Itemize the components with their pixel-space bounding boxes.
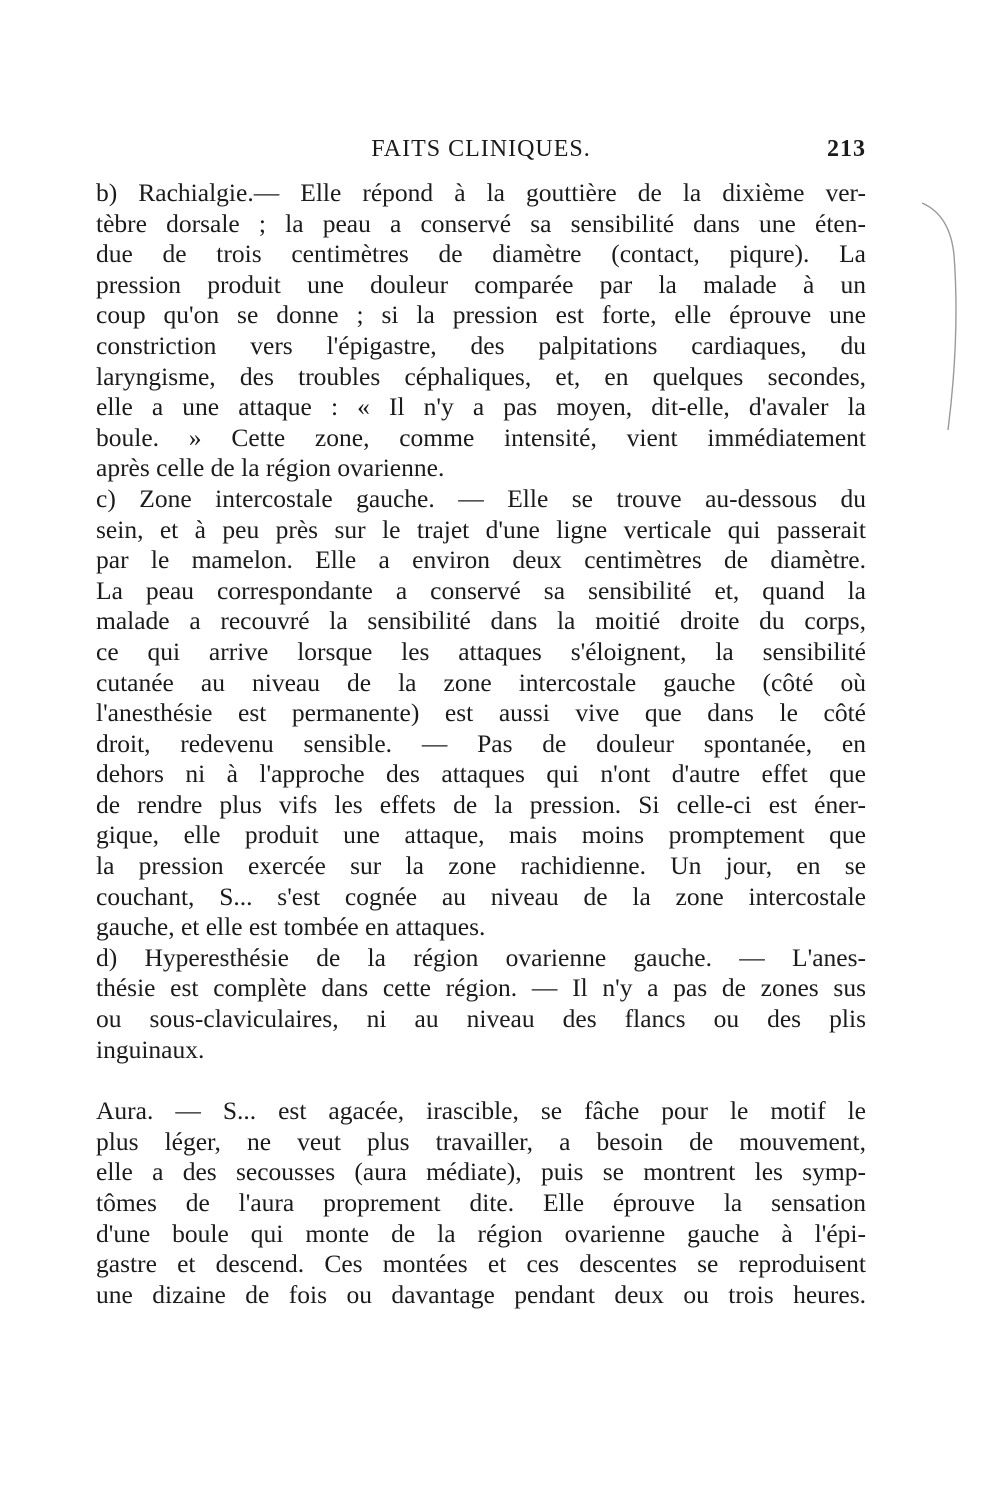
text-line: une dizaine de fois ou davantage pendant deux ou trois heures. xyxy=(96,1279,866,1309)
text-line: sein, et à peu près sur le trajet d'une ligne verticale qui passerait xyxy=(96,514,866,544)
text-line: laryngisme, des troubles céphaliques, et, en quelques secondes, xyxy=(96,361,866,391)
text-line: de rendre plus vifs les effets de la pression. Si celle-ci est éner- xyxy=(96,789,866,819)
running-title: FAITS CLINIQUES. xyxy=(371,136,591,162)
text-line: la pression exercée sur la zone rachidienne. Un jour, en se xyxy=(96,851,866,881)
text-line: ou sous-claviculaires, ni au niveau des flancs ou des plis xyxy=(96,1004,866,1034)
paragraph-hyperesthesie xyxy=(96,943,866,1065)
text-line: par le mamelon. Elle a environ deux centimètres de diamètre. xyxy=(96,545,866,575)
text-line: elle a une attaque : « Il n'y a pas moyen, dit-elle, d'avaler la xyxy=(96,392,866,422)
text-line: due de trois centimètres de diamètre (contact, piqure). La xyxy=(96,239,866,269)
text-line: après celle de la région ovarienne. xyxy=(96,453,445,483)
text-line: d'une boule qui monte de la région ovarienne gauche à l'épi- xyxy=(96,1218,866,1248)
text-line: b) Rachialgie.— Elle répond à la gouttière de la dixième ver- xyxy=(96,178,866,207)
text-line: elle a des secousses (aura médiate), puis se montrent les symp- xyxy=(96,1157,866,1187)
text-line: c) Zone intercostale gauche. — Elle se trouve au-dessous du xyxy=(96,483,866,513)
text-line: La peau correspondante a conservé sa sensibilité et, quand la xyxy=(96,575,866,605)
text-line: l'anesthésie est permanente) est aussi vive que dans le côté xyxy=(96,698,866,728)
text-line: malade a recouvré la sensibilité dans la moitié droite du corps, xyxy=(96,606,866,636)
page-number: 213 xyxy=(827,136,866,162)
text-line: ce qui arrive lorsque les attaques s'éloignent, la sensibilité xyxy=(96,636,866,666)
text-line: inguinaux. xyxy=(96,1034,205,1064)
paragraph-spacer xyxy=(96,1065,866,1096)
paragraph-zone-intercostale xyxy=(96,484,866,943)
body-text xyxy=(96,178,866,1310)
text-line: plus léger, ne veut plus travailler, a besoin de mouvement, xyxy=(96,1126,866,1156)
margin-pencil-mark xyxy=(920,195,980,445)
paragraph-aura xyxy=(96,1096,866,1310)
running-head xyxy=(96,136,866,170)
text-line: boule. » Cette zone, comme intensité, vient immédiatement xyxy=(96,422,866,452)
text-line: thésie est complète dans cette région. — Il n'y a pas de zones sus xyxy=(96,973,866,1003)
text-line: cutanée au niveau de la zone intercostale gauche (côté où xyxy=(96,667,866,697)
text-line: droit, redevenu sensible. — Pas de douleur spontanée, en xyxy=(96,728,866,758)
text-line: d) Hyperesthésie de la région ovarienne gauche. — L'anes- xyxy=(96,942,866,972)
text-line: constriction vers l'épigastre, des palpitations cardiaques, du xyxy=(96,330,866,360)
text-line: tômes de l'aura proprement dite. Elle éprouve la sensation xyxy=(96,1188,866,1217)
text-line: tèbre dorsale ; la peau a conservé sa sensibilité dans une éten- xyxy=(96,208,866,238)
text-line: coup qu'on se donne ; si la pression est forte, elle éprouve une xyxy=(96,300,866,330)
text-line: dehors ni à l'approche des attaques qui n'ont d'autre effet que xyxy=(96,759,866,789)
text-line: gastre et descend. Ces montées et ces descentes se reproduisent xyxy=(96,1249,866,1279)
text-line: gique, elle produit une attaque, mais moins promptement que xyxy=(96,820,866,850)
text-line: couchant, S... s'est cognée au niveau de la zone intercostale xyxy=(96,881,866,911)
text-line: pression produit une douleur comparée par la malade à un xyxy=(96,269,866,299)
text-line: gauche, et elle est tombée en attaques. xyxy=(96,912,486,942)
paragraph-rachialgie xyxy=(96,178,866,484)
text-line: Aura. — S... est agacée, irascible, se fâche pour le motif le xyxy=(96,1096,866,1126)
